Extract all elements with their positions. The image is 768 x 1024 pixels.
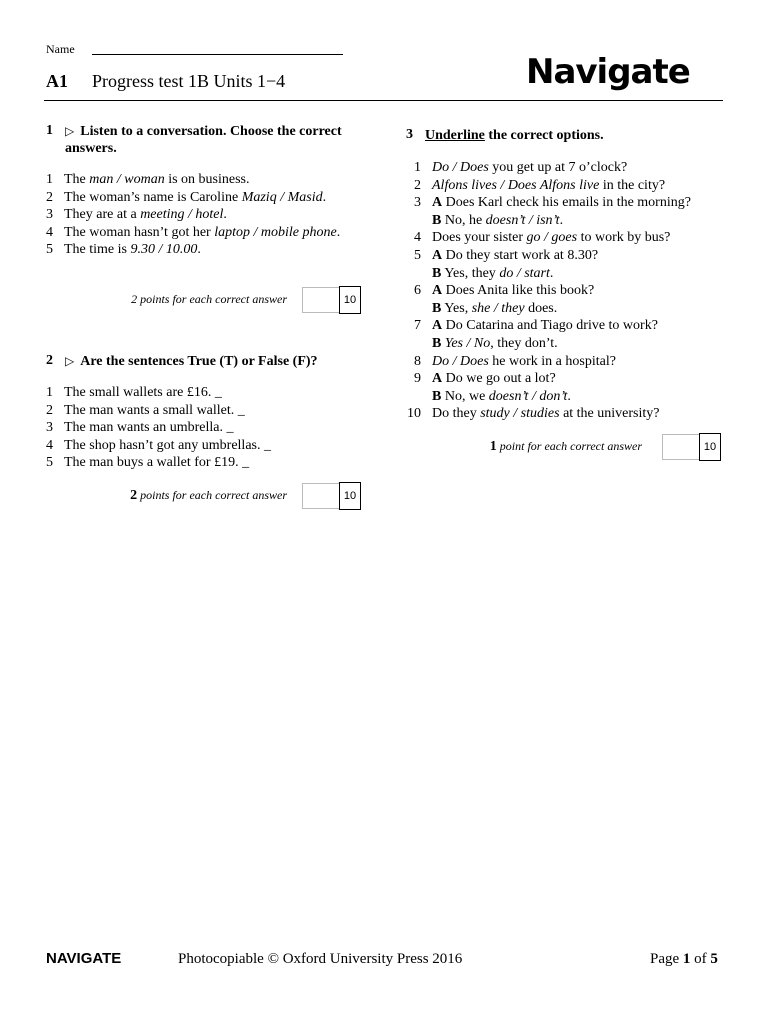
- play-triangle-icon[interactable]: ▷: [65, 124, 75, 138]
- item-number: 3: [414, 195, 421, 211]
- item-options: Do / Does: [432, 160, 489, 175]
- item-number: 6: [414, 283, 421, 299]
- item-number: 4: [46, 437, 53, 453]
- item-options: meeting / hotel: [140, 207, 224, 223]
- q3-score-max: 10: [699, 433, 721, 461]
- item-options: Yes / No: [444, 336, 491, 351]
- item-text: [432, 229, 670, 247]
- item-number: 5: [414, 248, 421, 263]
- item-text-part: he work in a hospital?: [488, 353, 616, 369]
- item-options: 9.30 / 10.00: [130, 242, 198, 258]
- item-text-part: at the university?: [559, 406, 660, 422]
- item-text-part: does.: [524, 300, 558, 316]
- navigate-logo: Navigate: [526, 52, 690, 92]
- item-text-part: Does your sister: [432, 230, 527, 246]
- speaker-label: B: [432, 212, 442, 228]
- q1-score-max: 10: [339, 286, 361, 314]
- answer-blank[interactable]: _: [226, 420, 234, 436]
- item-text-end: .: [336, 224, 341, 240]
- q2-instruction: ▷ Are the sentences True (T) or False (F)?: [65, 354, 318, 369]
- item-text-end: .: [197, 242, 201, 258]
- item-options: doesn’t / isn’t: [485, 212, 560, 228]
- item-text: [64, 241, 201, 259]
- level-label: A1: [46, 71, 68, 91]
- item-text-part: Do we go out a lot?: [442, 371, 556, 387]
- q1-number: 1: [46, 123, 53, 138]
- item-options: Alfons lives / Does Alfons live: [432, 177, 600, 193]
- name-label: Name: [46, 42, 75, 56]
- item-text-part: No, we: [441, 388, 489, 404]
- item-text: [432, 282, 594, 300]
- item-text: [432, 194, 691, 212]
- item-text-part: Do they: [432, 406, 481, 422]
- item-text-start: The time is: [64, 242, 131, 258]
- item-options: do / start: [499, 265, 550, 281]
- q1-instruction: ▷ Listen to a conversation. Choose the correct answers.: [65, 124, 342, 156]
- footer-copyright: Photocopiable © Oxford University Press 2016: [178, 951, 463, 967]
- name-field[interactable]: [92, 54, 343, 55]
- item-text: [432, 353, 616, 371]
- item-number: 5: [46, 242, 53, 258]
- item-text: [64, 419, 234, 437]
- item-text: [432, 177, 665, 195]
- item-number: 8: [414, 353, 421, 369]
- item-options: go / goes: [526, 230, 578, 246]
- item-text: [64, 454, 249, 472]
- item-text: [432, 212, 563, 230]
- item-text-part: No, he: [441, 212, 486, 228]
- item-text: [432, 370, 556, 388]
- q2-score-max: 10: [339, 482, 361, 510]
- item-number: 1: [414, 160, 421, 175]
- item-text-part: .: [559, 212, 564, 228]
- item-text-part: Does Anita like this book?: [442, 283, 595, 299]
- item-text-part: Do they start work at 8.30?: [442, 248, 599, 263]
- item-text: [432, 265, 553, 283]
- play-triangle-icon[interactable]: ▷: [65, 354, 75, 368]
- q3-number: 3: [406, 127, 413, 142]
- q2-number: 2: [46, 353, 53, 368]
- header-divider: [44, 100, 723, 101]
- item-sentence: The shop hasn’t got any umbrellas.: [64, 437, 261, 453]
- item-number: 1: [46, 172, 53, 187]
- item-options: Do / Does: [432, 353, 489, 369]
- item-text: [64, 171, 250, 189]
- item-text: [432, 317, 658, 335]
- item-text: [64, 384, 222, 402]
- speaker-label: B: [432, 300, 442, 316]
- answer-blank[interactable]: _: [242, 455, 250, 471]
- q2-items: [46, 384, 376, 474]
- item-options: study / studies: [480, 406, 560, 422]
- item-text: [432, 388, 571, 406]
- item-text-start: They are at a: [64, 207, 141, 223]
- item-text-start: The woman hasn’t got her: [64, 224, 215, 240]
- item-text-part: .: [549, 265, 554, 281]
- item-text-part: Do Catarina and Tiago drive to work?: [442, 318, 658, 334]
- q3-points-text: 1 point for each correct answer: [489, 439, 642, 454]
- item-options: laptop / mobile phone: [214, 224, 337, 240]
- item-sentence: The man buys a wallet for £19.: [64, 455, 239, 471]
- item-text: [432, 335, 558, 353]
- item-text-part: in the city?: [599, 177, 666, 193]
- item-number: 4: [46, 224, 53, 240]
- item-text-part: .: [567, 388, 571, 404]
- item-text-part: Yes,: [441, 300, 472, 316]
- item-text-part: , they don’t.: [490, 336, 558, 351]
- item-text-end: .: [322, 189, 327, 205]
- item-number: 1: [46, 385, 53, 400]
- answer-blank[interactable]: _: [214, 385, 222, 400]
- item-text-part: Does Karl check his emails in the morning?: [442, 195, 691, 211]
- item-sentence: The man wants a small wallet.: [64, 402, 235, 418]
- item-text-start: The: [64, 172, 90, 187]
- item-text: [432, 247, 598, 265]
- item-text: [432, 405, 659, 423]
- item-number: 2: [46, 189, 53, 205]
- item-text-end: .: [223, 207, 227, 223]
- item-text: [432, 300, 557, 318]
- item-number: 3: [46, 207, 53, 223]
- item-text-start: The woman’s name is Caroline: [64, 189, 242, 205]
- item-number: 10: [407, 406, 421, 422]
- item-text: [64, 402, 245, 420]
- item-number: 3: [46, 420, 53, 436]
- item-sentence: The small wallets are £16.: [64, 385, 212, 400]
- item-options: doesn’t / don’t: [488, 388, 568, 404]
- q1-items: [46, 171, 376, 261]
- item-number: 7: [414, 318, 421, 334]
- answer-blank[interactable]: _: [264, 437, 271, 453]
- item-number: 9: [414, 371, 421, 387]
- item-options: Maziq / Masid: [241, 189, 323, 205]
- item-text: [432, 159, 627, 177]
- item-number: 5: [46, 455, 53, 471]
- item-number: 2: [414, 177, 421, 193]
- speaker-label: A: [432, 283, 443, 299]
- q2-points-text: 2 points for each correct answer: [130, 488, 287, 503]
- speaker-label: A: [432, 195, 443, 211]
- item-number: 2: [46, 402, 53, 418]
- item-text: [64, 189, 326, 207]
- item-options: man / woman: [89, 172, 165, 187]
- item-text-part: Yes, they: [441, 265, 500, 281]
- q3-items: [406, 159, 726, 429]
- speaker-label: B: [432, 388, 442, 404]
- item-number: 4: [414, 230, 421, 246]
- page-title: Progress test 1B Units 1−4: [92, 71, 286, 91]
- q3-instruction: Underline the correct options.: [425, 128, 604, 143]
- speaker-label: A: [432, 248, 443, 263]
- item-text: [64, 224, 340, 242]
- item-options: she / they: [471, 300, 525, 316]
- item-text: [64, 206, 227, 224]
- footer-brand: NAVIGATE: [46, 950, 122, 967]
- answer-blank[interactable]: _: [237, 402, 245, 418]
- item-text-part: to work by bus?: [577, 230, 671, 246]
- speaker-label: A: [432, 318, 443, 334]
- item-text: [64, 437, 271, 455]
- speaker-label: A: [432, 371, 443, 387]
- q1-points-text: 2 points for each correct answer: [131, 292, 287, 306]
- speaker-label: B: [432, 265, 442, 281]
- page-indicator: Page 1 of 5: [650, 951, 718, 967]
- item-text-part: you get up at 7 o’clock?: [488, 160, 628, 175]
- item-sentence: The man wants an umbrella.: [64, 420, 224, 436]
- speaker-label: B: [432, 336, 442, 351]
- item-text-end: is on business.: [164, 172, 250, 187]
